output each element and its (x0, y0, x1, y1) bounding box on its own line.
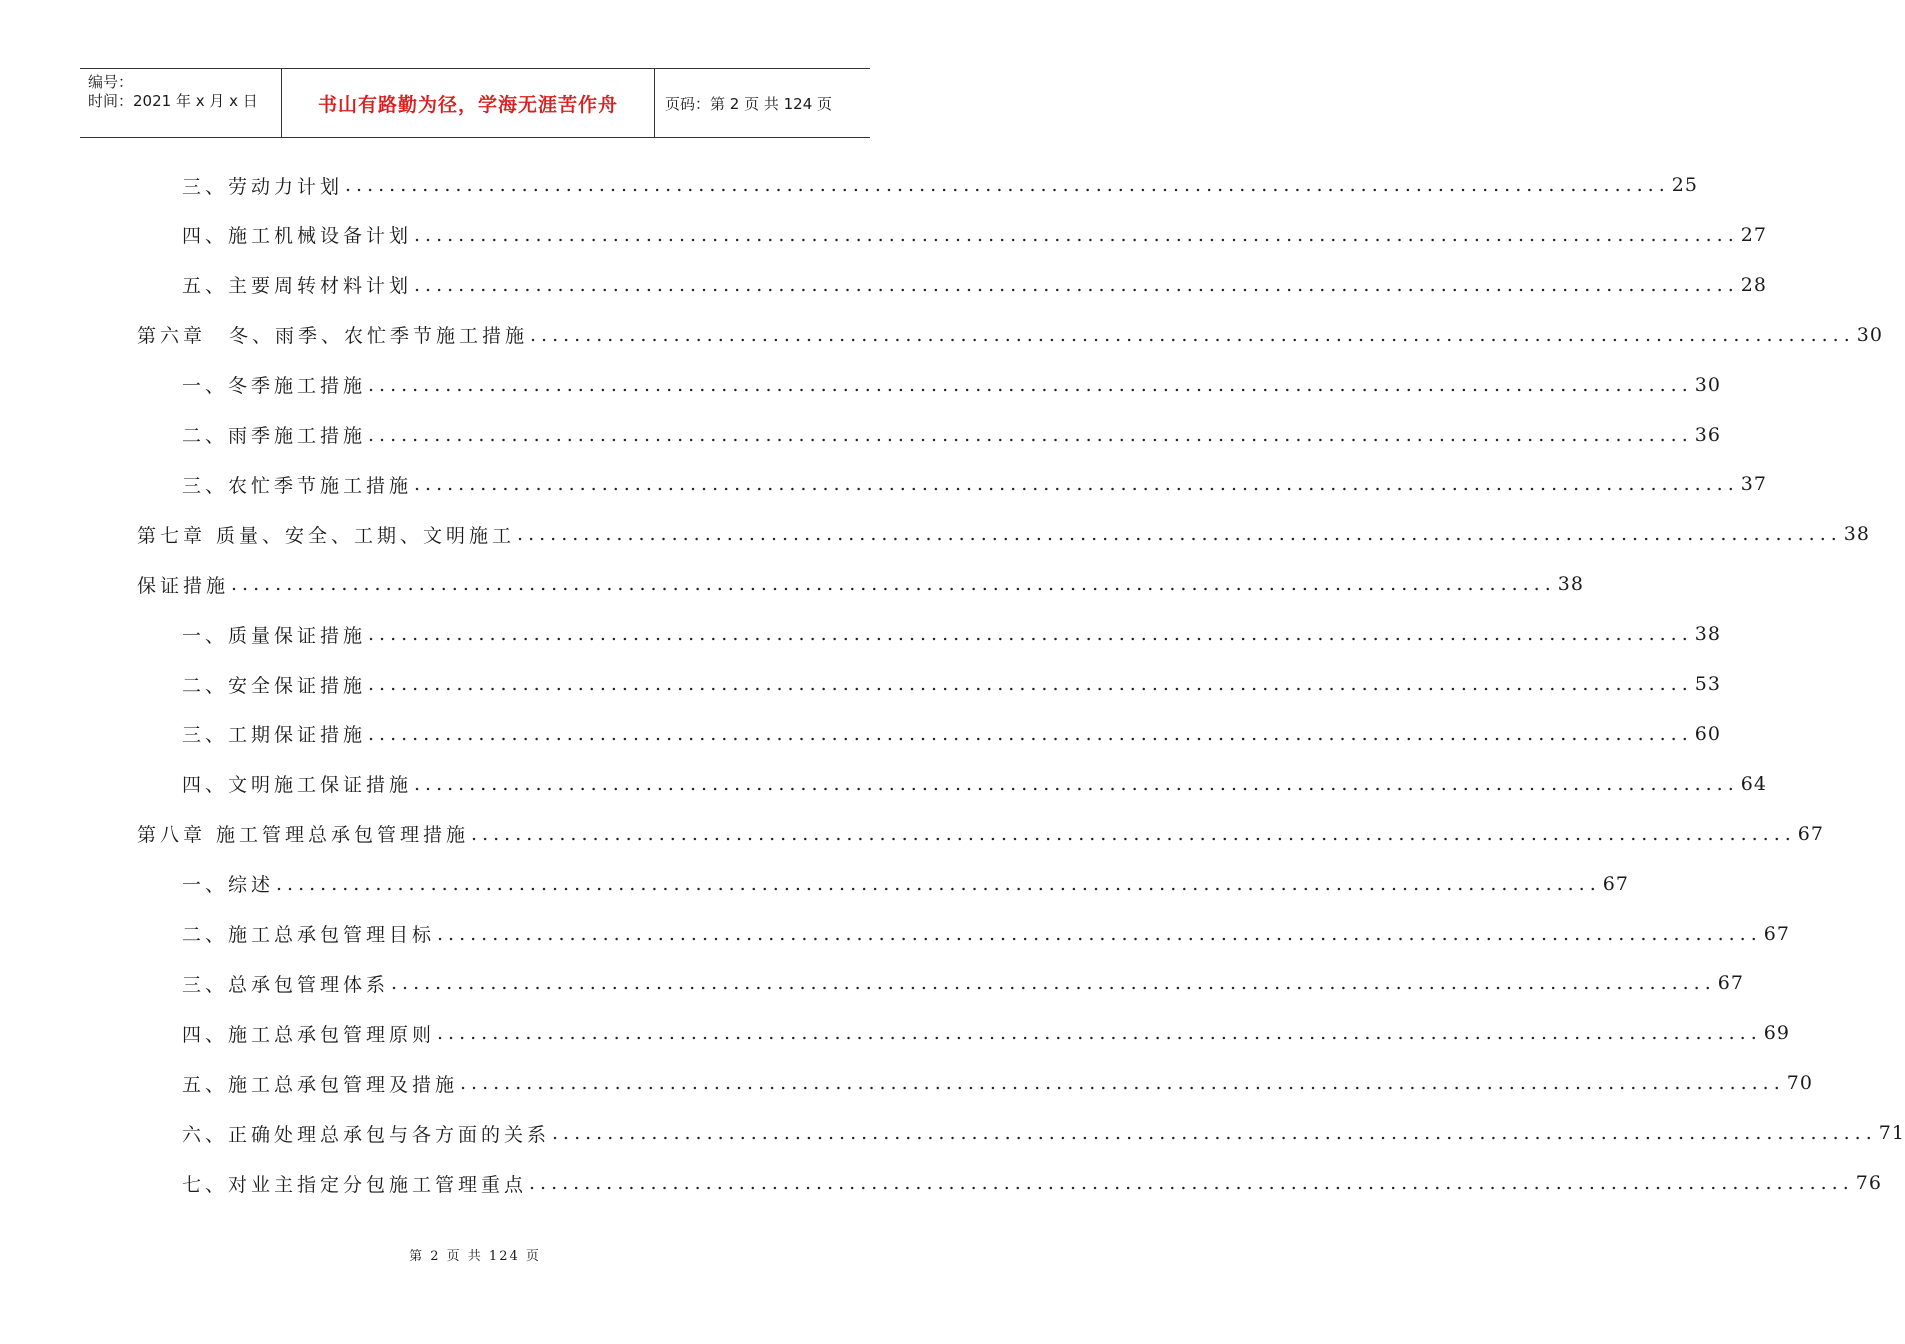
toc-leader-dots: ........................................................................................................................ (231, 573, 1556, 596)
toc-leader-dots: ........................................................................................................................ (345, 174, 1670, 196)
toc-entry[interactable] (182, 459, 1767, 509)
toc-entry[interactable] (182, 609, 1721, 659)
toc-leader-dots: ........................................................................................................................ (414, 772, 1739, 795)
toc-entry-title: 二、安全保证措施 (182, 674, 367, 697)
toc-leader-dots: ........................................................................................................................ (276, 872, 1601, 895)
toc-entry-title: 二、施工总承包管理目标 (182, 924, 436, 946)
toc-entry-page: 28 (1740, 273, 1767, 296)
time-label: 时间：2021 年 x 月 x 日 (88, 92, 258, 110)
toc-entry[interactable] (182, 1008, 1790, 1058)
toc-entry-page: 67 (1763, 922, 1790, 945)
toc-leader-dots: ........................................................................................................................ (437, 1022, 1762, 1045)
toc-leader-dots: ........................................................................................................................ (391, 972, 1716, 995)
toc-entry-page: 67 (1602, 872, 1629, 895)
toc-entry-page: 30 (1856, 323, 1883, 346)
toc-entry[interactable] (182, 659, 1721, 709)
toc-entry-page: 64 (1740, 772, 1767, 795)
toc-entry[interactable] (182, 1058, 1813, 1108)
number-label: 编号： (88, 73, 134, 91)
toc-entry-title: 二、雨季施工措施 (182, 425, 367, 447)
toc-entry-page: 38 (1557, 573, 1584, 596)
toc-entry[interactable] (182, 260, 1767, 310)
header-meta (80, 69, 282, 137)
toc-entry[interactable] (182, 160, 1698, 210)
toc-entry-page: 38 (1694, 623, 1721, 646)
toc-entry[interactable] (182, 958, 1744, 1008)
toc-entry-page: 76 (1855, 1172, 1882, 1194)
toc-entry[interactable] (182, 360, 1721, 410)
toc-leader-dots: ........................................................................................................................ (437, 922, 1762, 945)
toc-entry-page: 70 (1786, 1072, 1813, 1095)
toc-entry[interactable] (182, 859, 1629, 909)
toc-leader-dots: ........................................................................................................................ (530, 323, 1855, 346)
toc-entry-title: 七、对业主指定分包施工管理重点 (182, 1173, 528, 1196)
toc-entry-page: 67 (1797, 822, 1824, 845)
toc-leader-dots: ........................................................................................................................ (471, 822, 1796, 845)
toc-entry[interactable] (182, 909, 1790, 959)
header-motto: 书山有路勤为径，学海无涯苦作舟 (282, 69, 655, 137)
toc-leader-dots: ........................................................................................................................ (517, 523, 1842, 546)
toc-leader-dots: ........................................................................................................................ (529, 1172, 1854, 1194)
toc-entry[interactable] (182, 410, 1721, 460)
toc-leader-dots: ........................................................................................................................ (414, 273, 1739, 296)
toc-entry-page: 36 (1694, 423, 1721, 446)
toc-entry-title: 一、冬季施工措施 (182, 375, 367, 398)
toc-entry[interactable] (182, 709, 1721, 759)
toc-leader-dots: ........................................................................................................................ (368, 673, 1693, 695)
toc-leader-dots: ........................................................................................................................ (460, 1072, 1785, 1095)
toc-entry[interactable] (182, 1158, 1882, 1208)
toc-entry-page: 71 (1878, 1122, 1905, 1145)
toc-entry[interactable] (137, 559, 1584, 609)
toc-entry-title: 五、施工总承包管理及措施 (182, 1073, 459, 1096)
toc-entry-page: 69 (1763, 1022, 1790, 1045)
toc-entry-title: 三、总承包管理体系 (182, 973, 390, 996)
toc-entry[interactable] (182, 210, 1767, 260)
toc-entry-title: 第八章 施工管理总承包管理措施 (137, 824, 470, 847)
toc-entry-page: 25 (1671, 174, 1698, 196)
toc-leader-dots: ........................................................................................................................ (368, 722, 1693, 745)
toc-entry-title: 三、农忙季节施工措施 (182, 474, 413, 497)
toc-leader-dots: ........................................................................................................................ (552, 1122, 1877, 1145)
toc-leader-dots: ........................................................................................................................ (414, 223, 1739, 246)
toc-leader-dots: ........................................................................................................................ (368, 423, 1693, 446)
toc-entry-page: 67 (1717, 972, 1744, 995)
toc-entry[interactable] (137, 809, 1824, 859)
toc-entry-title: 三、工期保证措施 (182, 724, 367, 747)
page-footer: 第 2 页 共 124 页 (409, 1249, 541, 1264)
toc-entry-page: 30 (1694, 373, 1721, 396)
page-header (80, 68, 870, 138)
toc-entry[interactable] (182, 1108, 1905, 1158)
toc-entry[interactable] (137, 310, 1883, 360)
toc-entry-title: 四、施工机械设备计划 (182, 225, 413, 248)
toc-leader-dots: ........................................................................................................................ (368, 373, 1693, 396)
toc-leader-dots: ........................................................................................................................ (414, 473, 1739, 496)
header-page-info: 页码：第 2 页 共 124 页 (665, 94, 833, 113)
toc-entry-page: 60 (1694, 722, 1721, 745)
toc-entry[interactable] (182, 759, 1767, 809)
toc-entry[interactable] (137, 509, 1870, 559)
toc-entry-title: 一、综述 (182, 874, 275, 897)
toc-entry-title: 一、质量保证措施 (182, 624, 367, 647)
toc-entry-title: 四、文明施工保证措施 (182, 774, 413, 797)
toc-entry-page: 37 (1740, 473, 1767, 496)
toc-entry-title: 五、主要周转材料计划 (182, 275, 413, 298)
toc-entry-title: 保证措施 (137, 574, 230, 597)
toc-entry-title: 第六章 冬、雨季、农忙季节施工措施 (137, 325, 529, 348)
toc-leader-dots: ........................................................................................................................ (368, 623, 1693, 646)
toc-entry-title: 四、施工总承包管理原则 (182, 1023, 436, 1046)
toc-entry-title: 第七章 质量、安全、工期、文明施工 (137, 524, 516, 547)
toc-entry-page: 53 (1694, 673, 1721, 695)
toc-entry-page: 27 (1740, 223, 1767, 246)
toc-entry-title: 三、劳动力计划 (182, 175, 344, 198)
toc-entry-title: 六、正确处理总承包与各方面的关系 (182, 1123, 551, 1146)
toc-entry-page: 38 (1843, 523, 1870, 546)
